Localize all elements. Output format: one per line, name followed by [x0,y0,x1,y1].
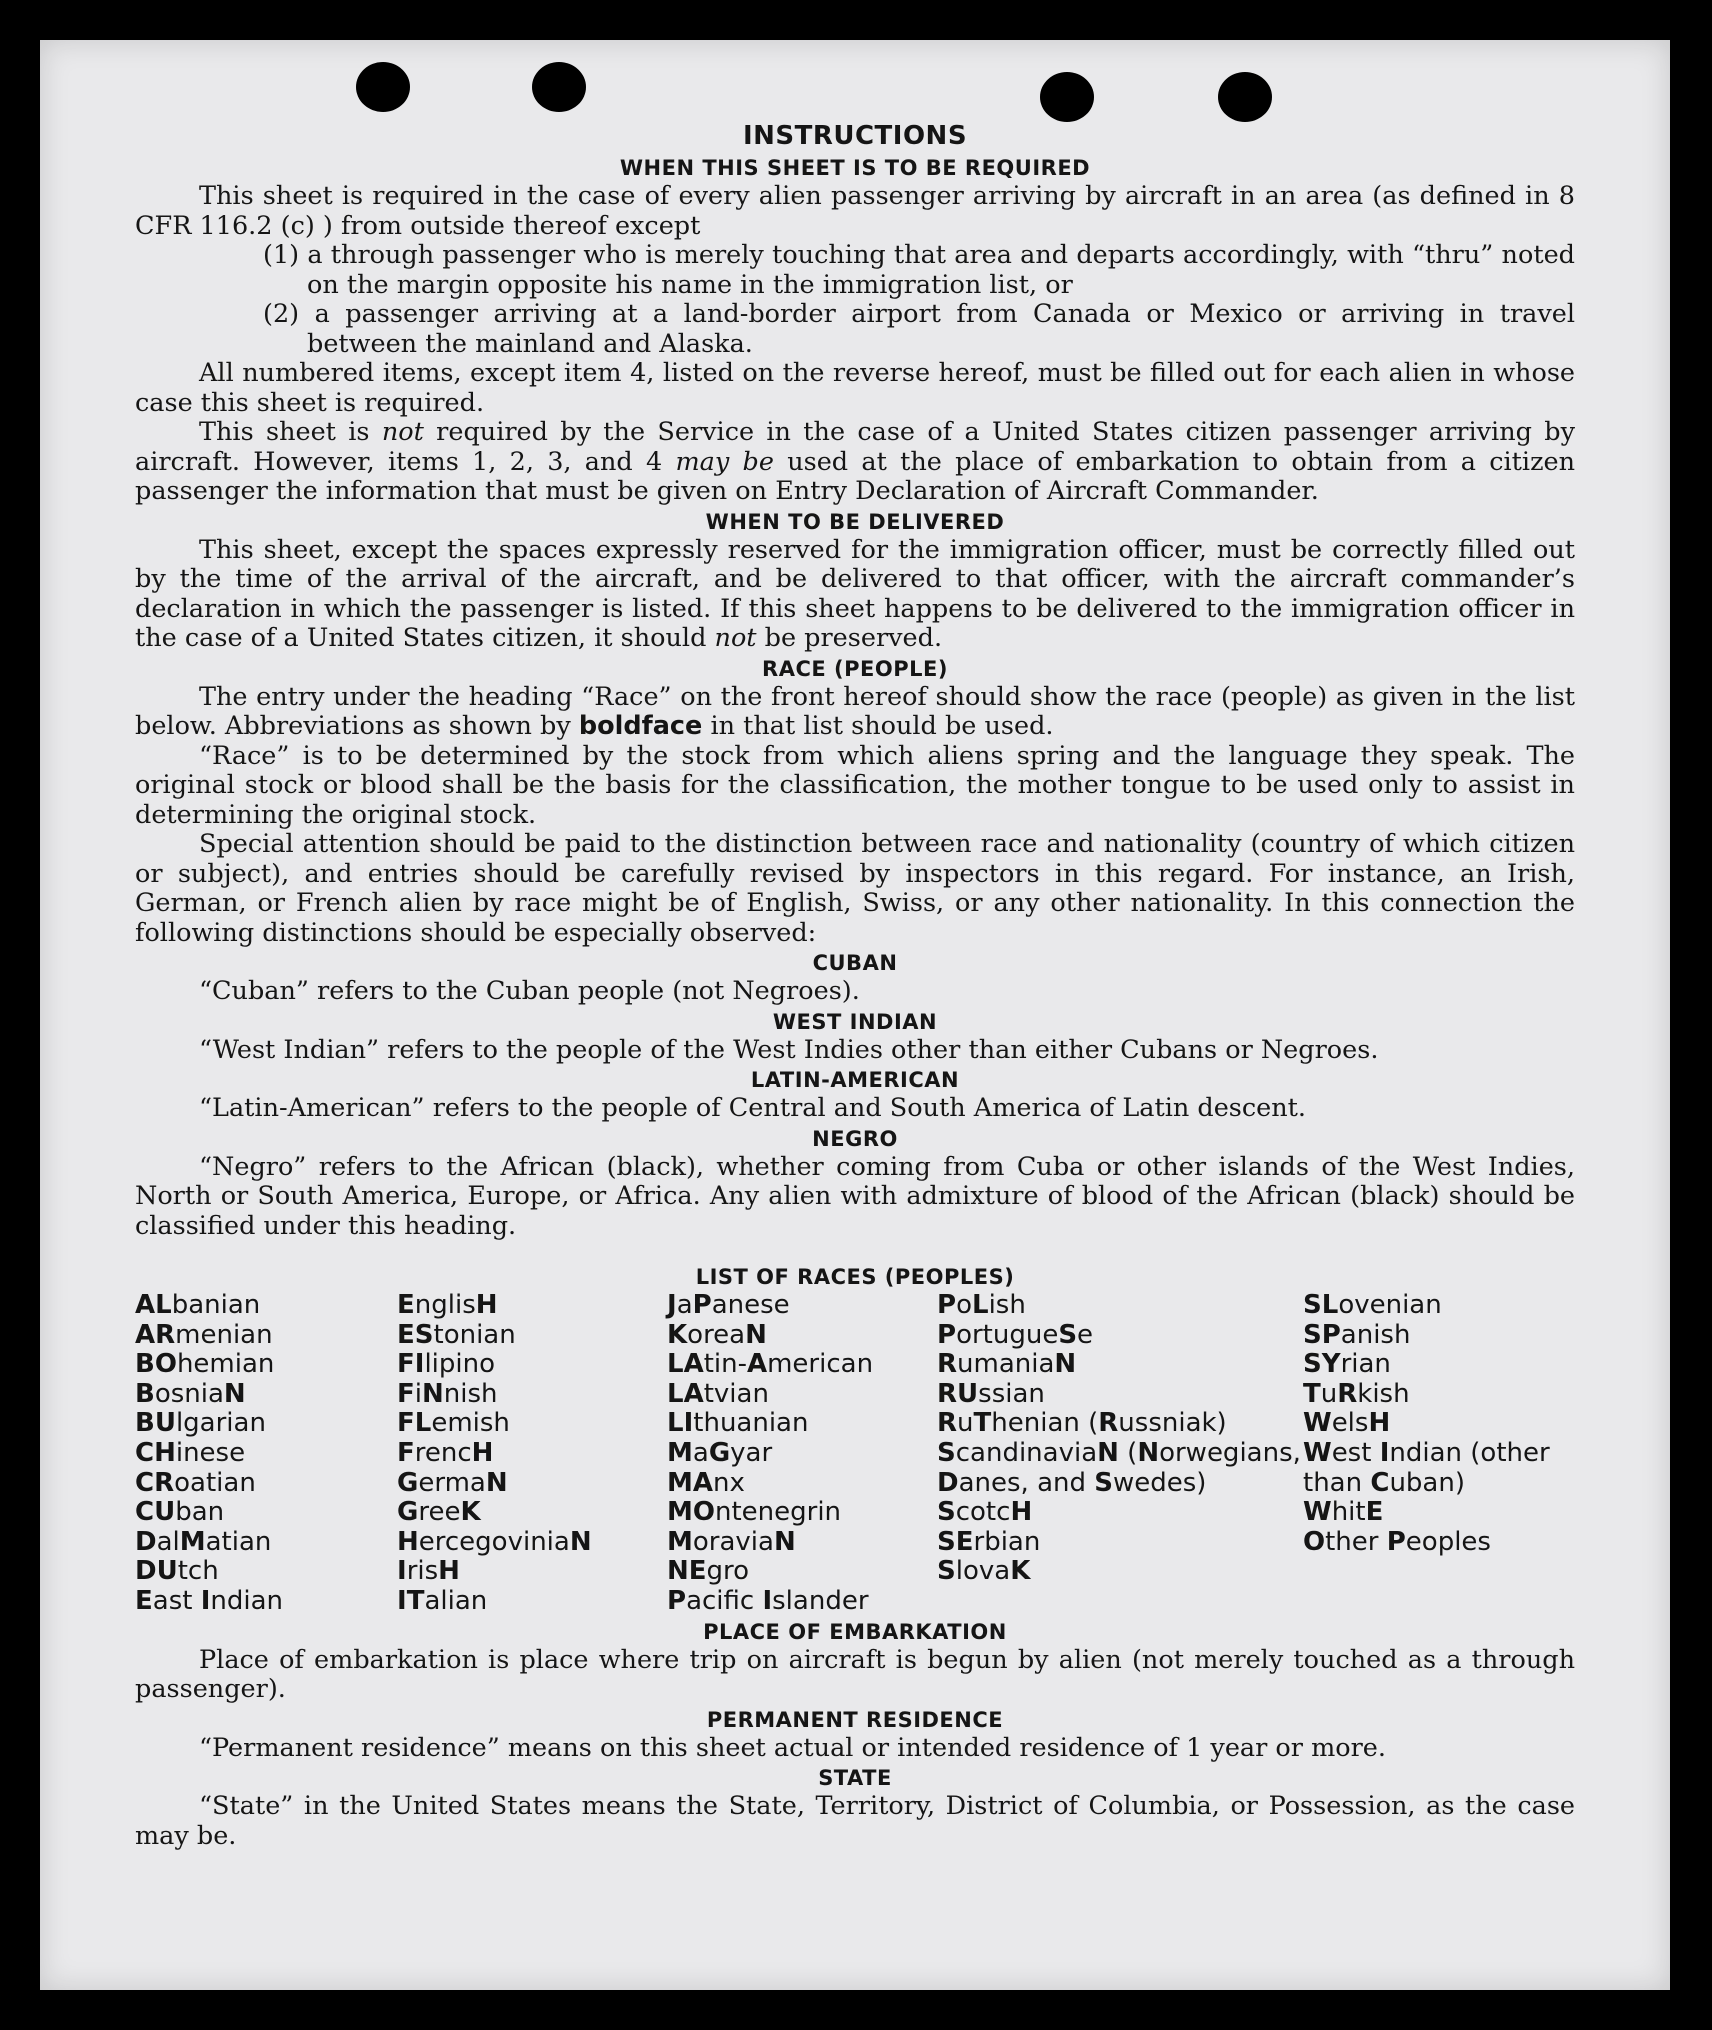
race-item: FiNnish [397,1378,498,1409]
race-item: PoLish [937,1290,1026,1320]
race-item: WelsH [1303,1408,1391,1439]
race-item: MOntenegrin [667,1497,842,1528]
race-item: KoreaN [667,1319,767,1350]
race-item: DalMatian [135,1526,272,1557]
page-title: INSTRUCTIONS [742,121,968,151]
race-item: GreeK [397,1497,481,1528]
paragraph: “Permanent residence” means on this sheet actual or intended residence of 1 year or more. [199,1732,1386,1763]
race-item: MaGyar [667,1437,773,1468]
section-heading-state: STATE [818,1766,892,1791]
race-item: LAtvian [667,1378,769,1409]
paragraph: “Race” is to be determined by the stock from which aliens spring and the language they speak. The original stock or blood shall be the basis for the classification, the mother tongue to be used only to assist in determining the original stock. [135,740,1575,830]
race-item: BUlgarian [135,1408,266,1439]
race-item: RumaniaN [937,1349,1077,1380]
section-heading-west-indian: WEST INDIAN [772,1009,938,1034]
list-item: (2) a passenger arriving at a land-border airport from Canada or Mexico or arriving in travel between the mainland and Alaska. [263,299,1575,359]
race-column [1303,1291,1575,1617]
race-item: ITalian [397,1585,488,1616]
paragraph: This sheet is not required by the Service in the case of a United States citizen passenger arriving by aircraft. However, items 1, 2, 3, and 4 may be used at the place of embarkation to obtain from a citizen passenger the information that must be given on Entry Declaration of Aircraft Commander. [135,417,1576,506]
section-heading-embarkation: PLACE OF EMBARKATION [703,1619,1007,1644]
race-item: East Indian [135,1585,284,1616]
race-item: SErbian [937,1526,1041,1557]
race-item: CHinese [135,1437,246,1468]
race-item: ARmenian [135,1319,273,1350]
section-heading-negro: NEGRO [812,1126,898,1151]
section-heading-cuban: CUBAN [812,951,898,975]
paragraph: Special attention should be paid to the distinction between race and nationality (country of which citizen or subject), and entries should be carefully revised by inspectors in this regard. For instance, an Irish, German, or French alien by race might be of English, Swiss, or any other nationality. In this connection the following distinctions should be especially observed: [135,829,1575,948]
paragraph: The entry under the heading “Race” on the front hereof should show the race (people) as given in the list below. Abbreviations as shown by boldface in that list should be used. [135,681,1575,741]
race-item: CRoatian [135,1467,256,1498]
race-item: West Indian (other than Cuban) [1303,1437,1550,1498]
race-item: HercegoviniaN [397,1526,592,1557]
race-item: FrencH [397,1437,494,1468]
punch-hole [532,62,586,112]
document-page [40,40,1670,1990]
race-item: EnglisH [397,1290,498,1320]
race-item: GermaN [397,1467,508,1498]
paragraph: “Cuban” refers to the Cuban people (not Negroes). [199,976,860,1006]
race-item: ALbanian [135,1290,261,1320]
section-heading-latin-american: LATIN-AMERICAN [750,1068,960,1092]
section-heading-required: WHEN THIS SHEET IS TO BE REQUIRED [619,156,1091,180]
race-item: SLovenian [1303,1290,1442,1320]
paragraph: “West Indian” refers to the people of the West Indies other than either Cubans or Negroes. [199,1034,1379,1065]
race-item: IrisH [397,1556,460,1587]
section-heading-delivered: WHEN TO BE DELIVERED [705,509,1005,534]
race-item: MoraviaN [667,1526,796,1557]
race-item: BosniaN [135,1378,246,1409]
race-column [135,1291,397,1617]
paragraph: This sheet, except the spaces expressly reserved for the immigration officer, must be correctly filled out by the time of the arrival of the aircraft, and be delivered to that officer, with the aircraft commander’s declaration in which the passenger is listed. If this sheet happens to be delivered to the immigration officer in the case of a United States citizen, it should not be preserved. [135,534,1575,653]
race-column [397,1291,667,1617]
section-heading-list-of-races: LIST OF RACES (PEOPLES) [695,1265,1015,1289]
race-column [937,1291,1303,1617]
race-item: ScandinaviaN (Norwegians, Danes, and Swedes) [937,1437,1301,1498]
race-item: CUban [135,1497,225,1528]
race-item: DUtch [135,1556,219,1587]
race-column [667,1291,937,1617]
punch-hole [1040,72,1094,122]
race-item: WhitE [1303,1497,1384,1528]
paragraph: All numbered items, except item 4, listed on the reverse hereof, must be filled out for each alien in whose case this sheet is required. [135,358,1575,418]
punch-hole [356,62,410,112]
race-item: ScotcH [937,1497,1033,1528]
paragraph: “Negro” refers to the African (black), whether coming from Cuba or other islands of the West Indies, North or South America, Europe, or Africa. Any alien with admixture of blood of the African (black) should be classified under this heading. [135,1151,1575,1241]
race-item: RUssian [937,1378,1045,1409]
race-item: NEgro [667,1556,750,1587]
race-item: EStonian [397,1319,516,1350]
race-item: FLemish [397,1408,510,1439]
race-item: LAtin-American [667,1349,874,1380]
race-item: JaPanese [667,1290,790,1320]
section-heading-permanent-residence: PERMANENT RESIDENCE [706,1707,1004,1732]
race-item: RuThenian (Russniak) [937,1408,1227,1439]
race-item: FIlipino [397,1349,496,1380]
race-item: SPanish [1303,1319,1411,1350]
paragraph: Place of embarkation is place where trip on aircraft is begun by alien (not merely touched as a through passenger). [135,1644,1575,1705]
race-item: SYrian [1303,1349,1391,1380]
paragraph: “Latin-American” refers to the people of Central and South America of Latin descent. [199,1093,1307,1123]
section-heading-race: RACE (PEOPLE) [762,656,948,681]
race-item: SlovaK [937,1556,1031,1587]
race-item: BOhemian [135,1349,275,1380]
race-list [135,1291,1575,1617]
race-item: Other Peoples [1303,1526,1491,1557]
race-item: Pacific Islander [667,1585,869,1616]
list-item: (1) a through passenger who is merely touching that area and departs accordingly, with “thru” noted on the margin opposite his name in the immigration list, or [263,240,1575,300]
race-item: TuRkish [1303,1378,1410,1409]
punch-hole [1218,72,1272,122]
race-item: LIthuanian [667,1408,809,1439]
instructions-content [135,118,1575,1851]
paragraph: This sheet is required in the case of every alien passenger arriving by aircraft in an area (as defined in 8 CFR 116.2 (c) ) from outside thereof except [135,181,1575,241]
race-item: PortugueSe [937,1319,1094,1350]
race-item: MAnx [667,1467,745,1498]
paragraph: “State” in the United States means the State, Territory, District of Columbia, or Possession, as the case may be. [135,1791,1575,1851]
